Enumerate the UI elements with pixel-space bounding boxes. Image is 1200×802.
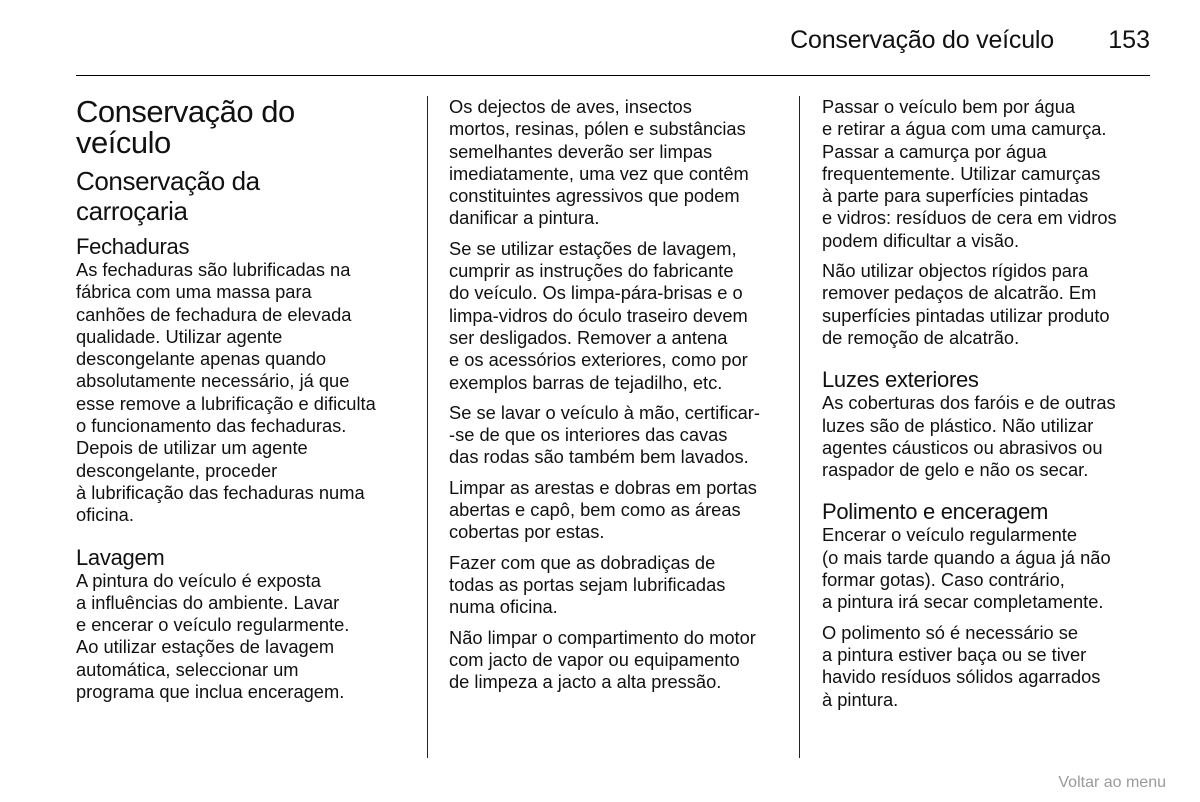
paragraph-luzes-exteriores: As coberturas dos faróis e de outras luzes são de plástico. Não utilizar agentes cáusticos ou abrasivos ou raspador de gelo e não os secar. [822,392,1116,481]
column-divider-2 [799,96,800,758]
paragraph-lavagem: A pintura do veículo é exposta a influências do ambiente. Lavar e encerar o veículo regularmente. Ao utilizar estações de lavagem automática, seleccionar um programa que inclua enceragem. [76,569,350,703]
heading-luzes-exteriores: Luzes exteriores [822,367,979,393]
paragraph-polimento-2: O polimento só é necessário se a pintura estiver baça ou se tiver havido resíduos sólidos agarrados à pintura. [822,621,1101,710]
column-2 [449,96,784,693]
paragraph: Passar o veículo bem por água e retirar a água com uma camurça. Passar a camurça por água frequentemente. Utilizar camurças à parte para superfícies pintadas e vidros: resíduos de cera em vidros podem dificultar a visão. [822,96,1117,251]
paragraph: Não limpar o compartimento do motor com jacto de vapor ou equipamento de limpeza a jacto a alta pressão. [449,626,756,693]
header-title: Conservação do veículo [790,26,1054,54]
paragraph: Se se utilizar estações de lavagem, cumprir as instruções do fabricante do veículo. Os limpa-pára-brisas e o limpa-vidros do óculo traseiro devem ser desligados. Remover a antena e os acessórios exteriores, como por exemplos barras de tejadilho, etc. [449,237,748,393]
paragraph-fechaduras: As fechaduras são lubrificadas na fábrica com uma massa para canhões de fechadura de elevada qualidade. Utilizar agente descongelante apenas quando absolutamente necessário, já que esse remove a lubrificação e dificulta o funcionamento das fechaduras. Depois de utilizar um agente descongelante, proceder à lubrificação das fechaduras numa oficina. [76,259,376,526]
paragraph: Fazer com que as dobradiças de todas as portas sejam lubrificadas numa oficina. [449,551,726,618]
column-3 [822,96,1152,711]
heading-lavagem: Lavagem [76,544,165,570]
page-number: 153 [1108,26,1150,54]
heading-polimento: Polimento e enceragem [822,499,1049,525]
paragraph: Limpar as arestas e dobras em portas abertas e capô, bem como as áreas cobertas por estas. [449,476,757,543]
paragraph: Não utilizar objectos rígidos para remover pedaços de alcatrão. Em superfícies pintadas utilizar produto de remoção de alcatrão. [822,260,1110,348]
heading-fechaduras: Fechaduras [76,234,190,259]
paragraph-polimento: Encerar o veículo regularmente (o mais tarde quando a água já não formar gotas). Caso contrário, a pintura irá secar completamente. [822,524,1111,613]
column-divider-1 [427,96,428,758]
paragraph: Se se lavar o veículo à mão, certificar- -se de que os interiores das cavas das rodas são também bem lavados. [449,401,760,468]
paragraph: Os dejectos de aves, insectos mortos, resinas, pólen e substâncias semelhantes deverão ser limpas imediatamente, uma vez que contêm constituintes agressivos que podem danificar a pintura. [449,96,749,229]
header-rule [76,75,1150,76]
chapter-title: Conservação do veículo [76,94,295,160]
section-title: Conservação da carroçaria [76,166,260,226]
back-to-menu-link[interactable]: Voltar ao menu [1058,774,1166,791]
column-1 [76,96,411,703]
